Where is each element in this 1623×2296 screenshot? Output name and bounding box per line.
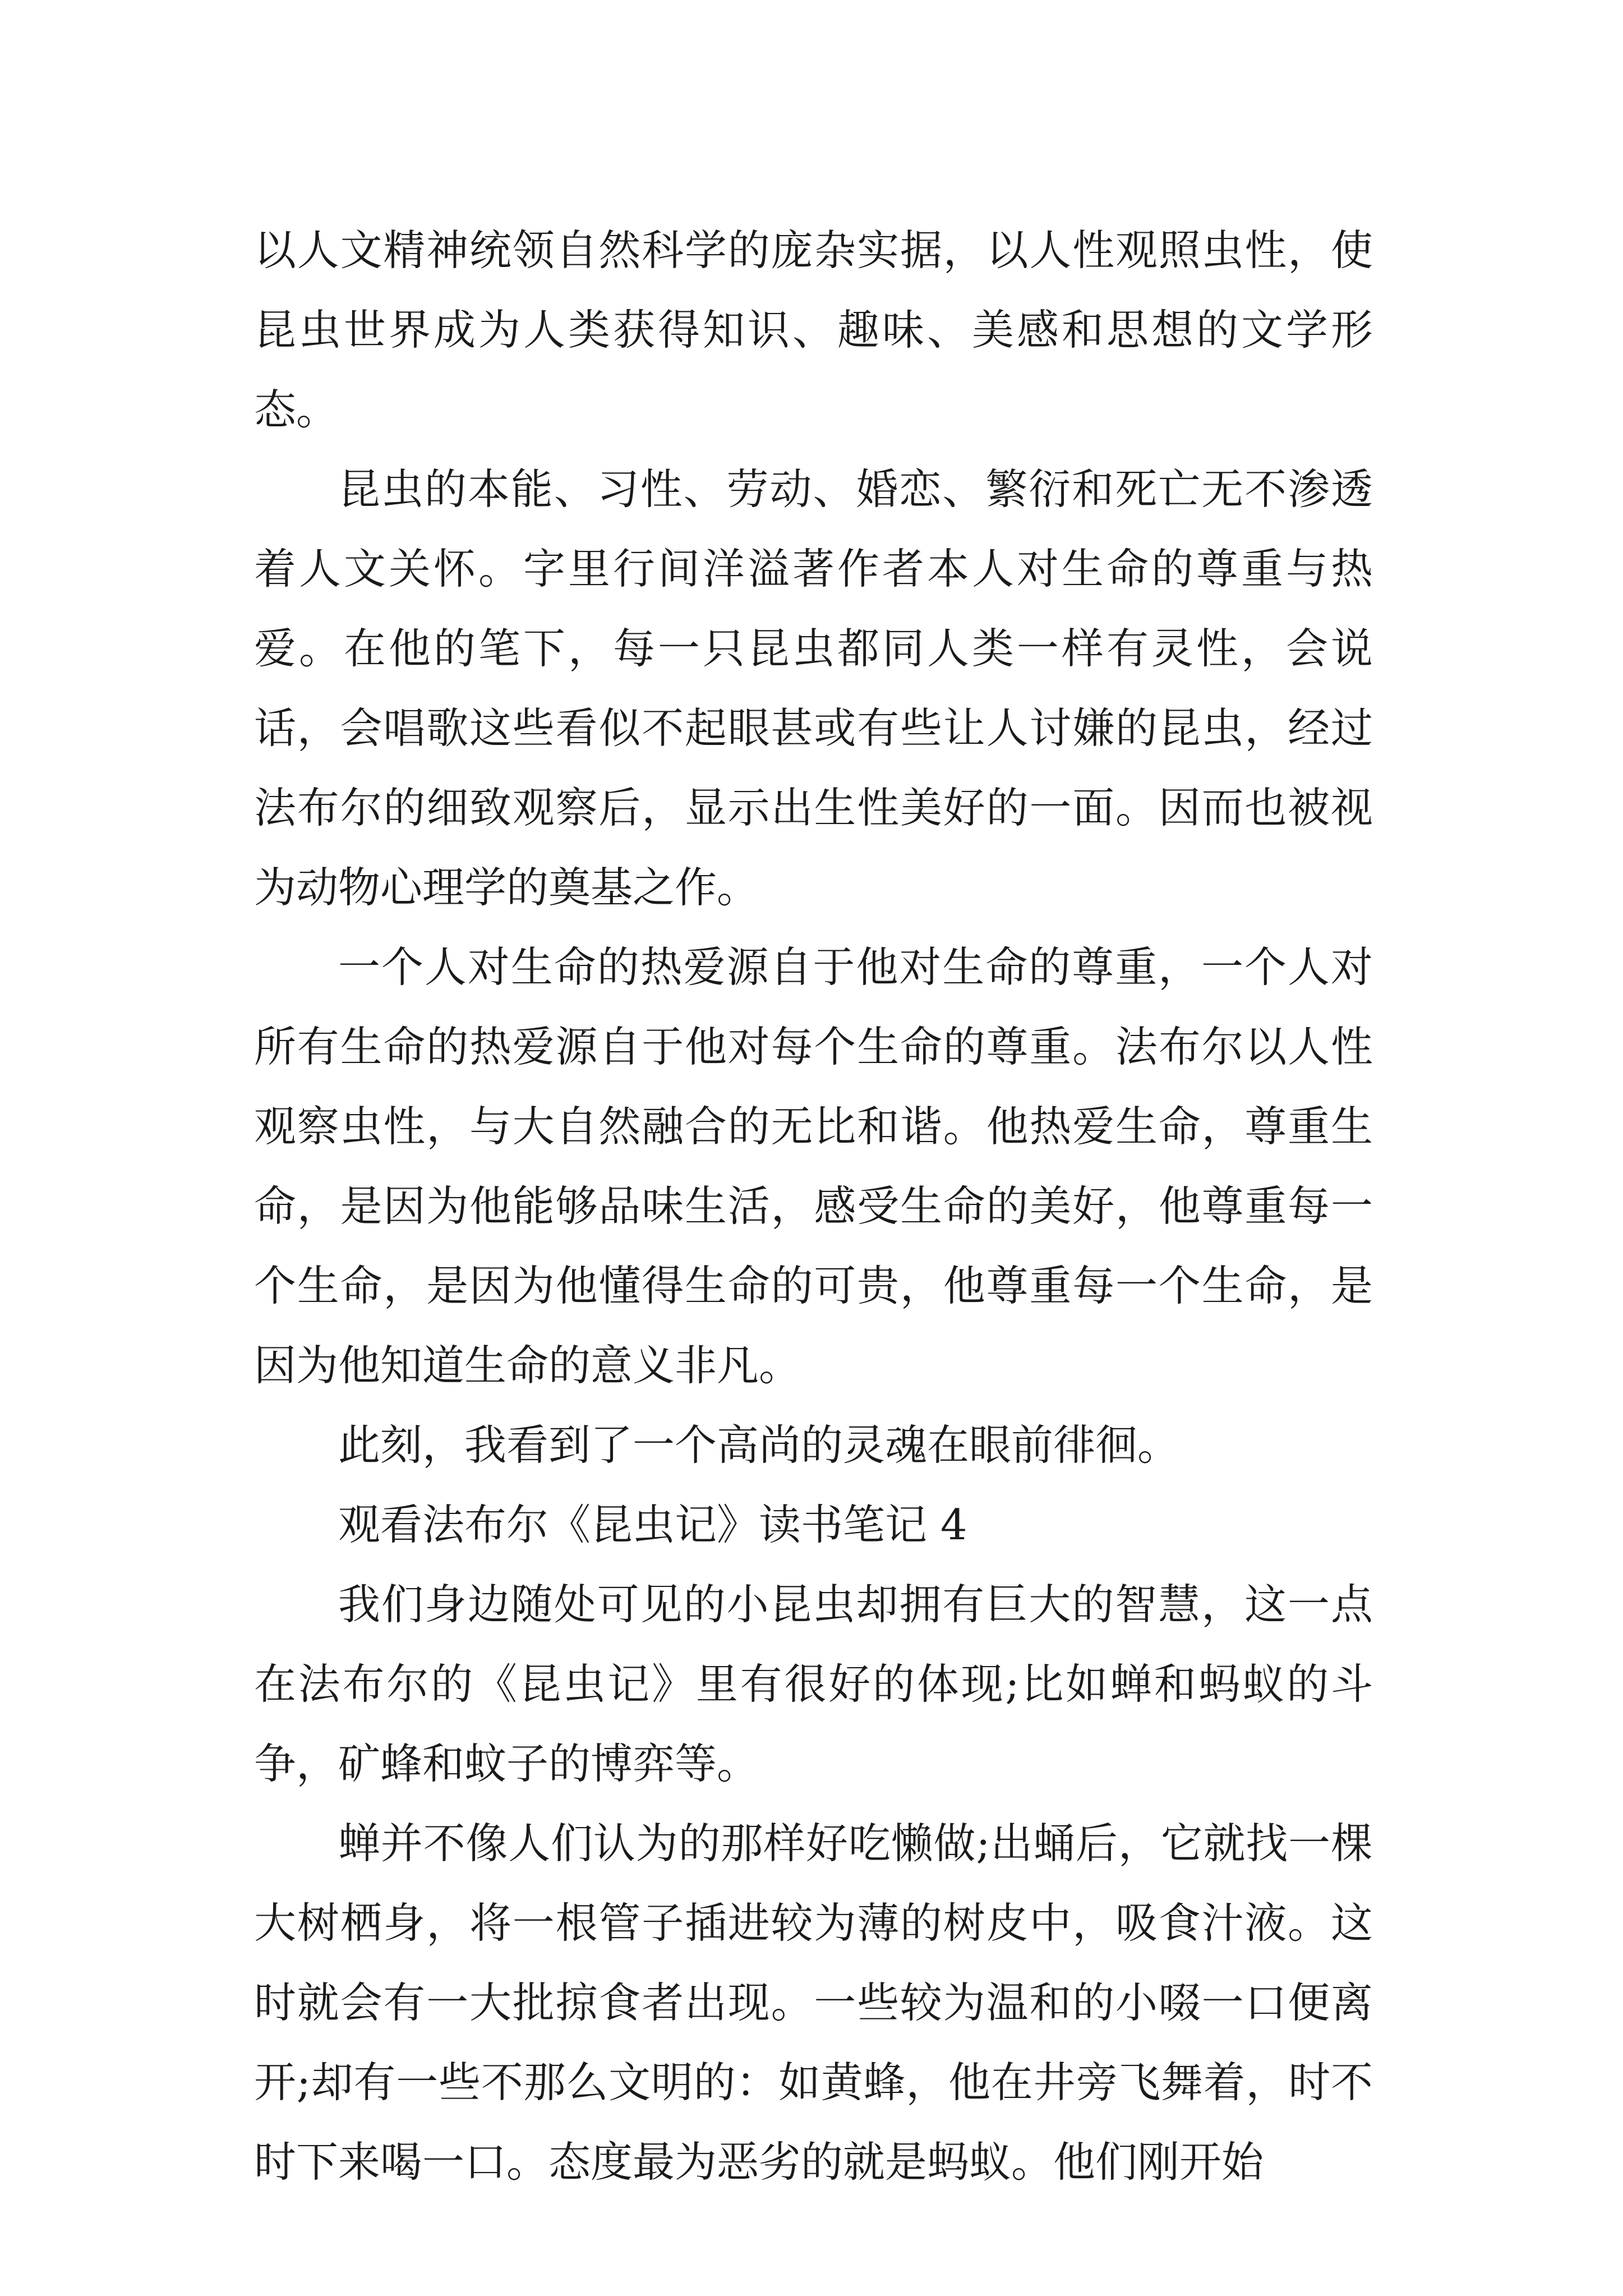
paragraph-6: 蝉并不像人们认为的那样好吃懒做;出蛹后，它就找一棵大树栖身，将一根管子插进较为薄的树皮中，吸食汁液。这时就会有一大批掠食者出现。一些较为温和的小啜一口便离开;却有一些不那么文明的：如黄蜂，他在井旁飞舞着，时不时下来喝一口。态度最为恶劣的就是蚂蚁。他们刚开始 (254, 1819, 1373, 2187)
paragraph-4: 此刻，我看到了一个高尚的灵魂在眼前徘徊。 (338, 1420, 1180, 1470)
paragraph-2: 昆虫的本能、习性、劳动、婚恋、繁衍和死亡无不渗透着人文关怀。字里行间洋溢著作者本人对生命的尊重与热爱。在他的笔下，每一只昆虫都同人类一样有灵性，会说话，会唱歌这些看似不起眼甚或有些让人讨嫌的昆虫，经过法布尔的细致观察后，显示出生性美好的一面。因而也被视为动物心理学的奠基之作。 (254, 464, 1373, 912)
document-body (254, 210, 1373, 2202)
section-heading: 观看法布尔《昆虫记》读书笔记 4 (338, 1500, 967, 1549)
paragraph-1: 以人文精神统领自然科学的庞杂实据，以人性观照虫性，使昆虫世界成为人类获得知识、趣味、美感和思想的文学形态。 (254, 226, 1373, 434)
paragraph-3: 一个人对生命的热爱源自于他对生命的尊重，一个人对所有生命的热爱源自于他对每个生命的尊重。法布尔以人性观察虫性，与大自然融合的无比和谐。他热爱生命，尊重生命，是因为他能够品味生活，感受生命的美好，他尊重每一个生命，是因为他懂得生命的可贵，他尊重每一个生命，是因为他知道生命的意义非凡。 (254, 942, 1373, 1390)
paragraph-5: 我们身边随处可见的小昆虫却拥有巨大的智慧，这一点在法布尔的《昆虫记》里有很好的体现;比如蝉和蚂蚁的斗争，矿蜂和蚊子的博弈等。 (254, 1580, 1373, 1788)
